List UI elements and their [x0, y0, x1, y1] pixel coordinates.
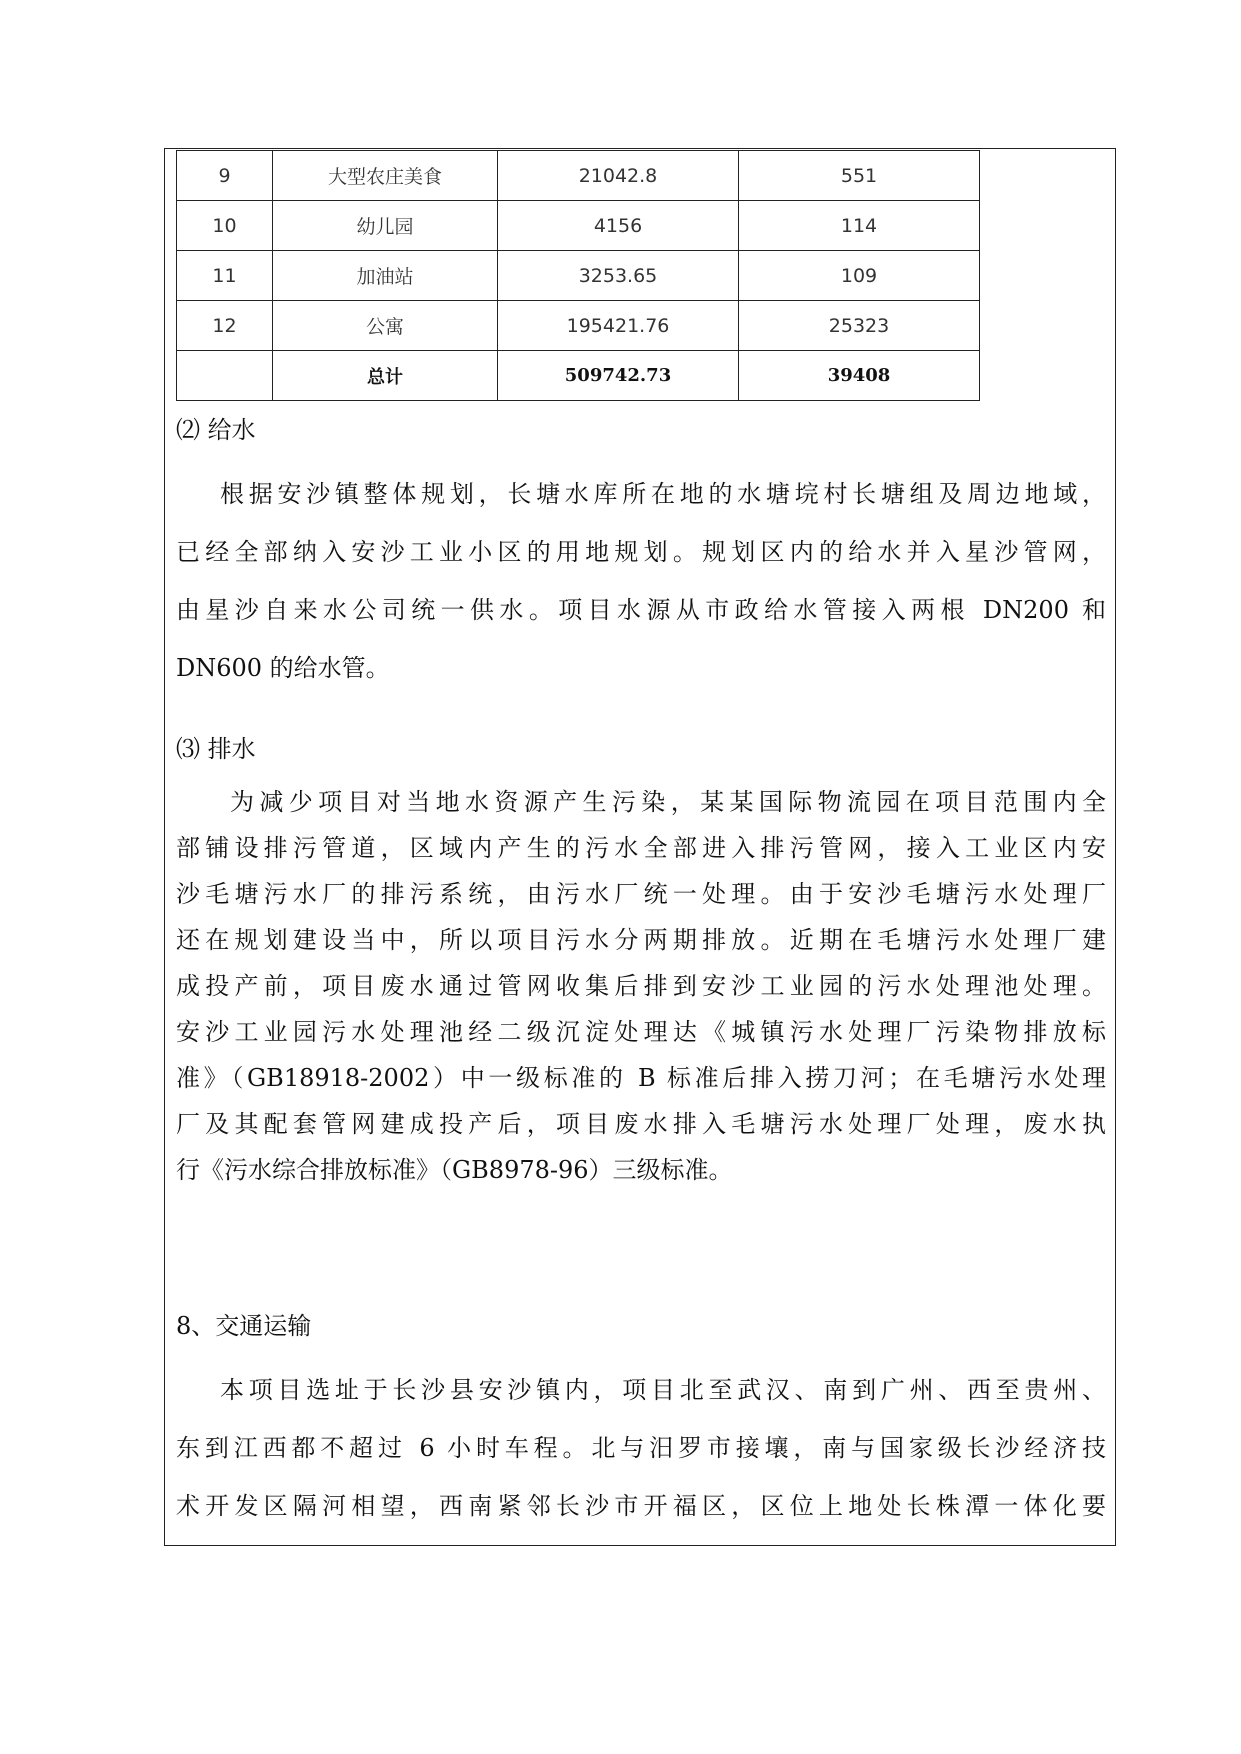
paragraph-line: 准》（GB18918-2002）中一级标准的 B 标准后排入捞刀河；在毛塘污水处理: [176, 1064, 1106, 1092]
value-cell: 114: [739, 201, 980, 251]
water-supply-paragraph: [176, 465, 1106, 697]
row-number-cell: 9: [177, 151, 273, 201]
paragraph-line: 还在规划建设当中，所以项目污水分两期排放。近期在毛塘污水处理厂建: [176, 926, 1106, 954]
total-row: [177, 351, 980, 401]
drainage-heading: ⑶ 排水: [176, 735, 256, 763]
paragraph-line: 本项目选址于长沙县安沙镇内，项目北至武汉、南到广州、西至贵州、: [220, 1376, 1106, 1404]
paragraph-line: 部铺设排污管道，区域内产生的污水全部进入排污管网，接入工业区内安: [176, 834, 1106, 862]
statistics-table: [176, 150, 980, 401]
area-cell: 4156: [498, 201, 739, 251]
row-number-cell: 11: [177, 251, 273, 301]
paragraph-line: 东到江西都不超过 6 小时车程。北与汨罗市接壤，南与国家级长沙经济技: [176, 1434, 1106, 1462]
row-number-cell: 12: [177, 301, 273, 351]
total-label-cell: 总计: [273, 351, 498, 401]
paragraph-line: 术开发区隔河相望，西南紧邻长沙市开福区，区位上地处长株潭一体化要: [176, 1492, 1106, 1520]
value-cell: 551: [739, 151, 980, 201]
row-number-cell: 10: [177, 201, 273, 251]
transport-paragraph: [176, 1361, 1106, 1535]
table-row: [177, 201, 980, 251]
drainage-paragraph: [176, 779, 1106, 1193]
area-cell: 21042.8: [498, 151, 739, 201]
area-cell: 195421.76: [498, 301, 739, 351]
paragraph-line: 已经全部纳入安沙工业小区的用地规划。规划区内的给水并入星沙管网，: [176, 538, 1106, 566]
paragraph-line: 安沙工业园污水处理池经二级沉淀处理达《城镇污水处理厂污染物排放标: [176, 1018, 1106, 1046]
total-area-cell: 509742.73: [498, 351, 739, 401]
total-value-cell: 39408: [739, 351, 980, 401]
empty-cell: [177, 351, 273, 401]
table-row: [177, 301, 980, 351]
item-name-cell: 大型农庄美食: [273, 151, 498, 201]
item-name-cell: 公寓: [273, 301, 498, 351]
water-supply-heading: ⑵ 给水: [176, 416, 256, 444]
paragraph-line: 成投产前，项目废水通过管网收集后排到安沙工业园的污水处理池处理。: [176, 972, 1106, 1000]
value-cell: 109: [739, 251, 980, 301]
transport-heading: 8、交通运输: [176, 1312, 312, 1340]
paragraph-line: 由星沙自来水公司统一供水。项目水源从市政给水管接入两根 DN200 和: [176, 596, 1106, 624]
area-cell: 3253.65: [498, 251, 739, 301]
paragraph-line: DN600 的给水管。: [176, 654, 390, 682]
paragraph-line: 沙毛塘污水厂的排污系统，由污水厂统一处理。由于安沙毛塘污水处理厂: [176, 880, 1106, 908]
value-cell: 25323: [739, 301, 980, 351]
table-row: [177, 251, 980, 301]
table-row: [177, 151, 980, 201]
paragraph-line: 行《污水综合排放标准》（GB8978-96）三级标准。: [176, 1156, 733, 1184]
item-name-cell: 加油站: [273, 251, 498, 301]
paragraph-line: 根据安沙镇整体规划，长塘水库所在地的水塘垸村长塘组及周边地域，: [220, 480, 1106, 508]
paragraph-line: 为减少项目对当地水资源产生污染，某某国际物流园在项目范围内全: [230, 788, 1106, 816]
paragraph-line: 厂及其配套管网建成投产后，项目废水排入毛塘污水处理厂处理，废水执: [176, 1110, 1106, 1138]
item-name-cell: 幼儿园: [273, 201, 498, 251]
